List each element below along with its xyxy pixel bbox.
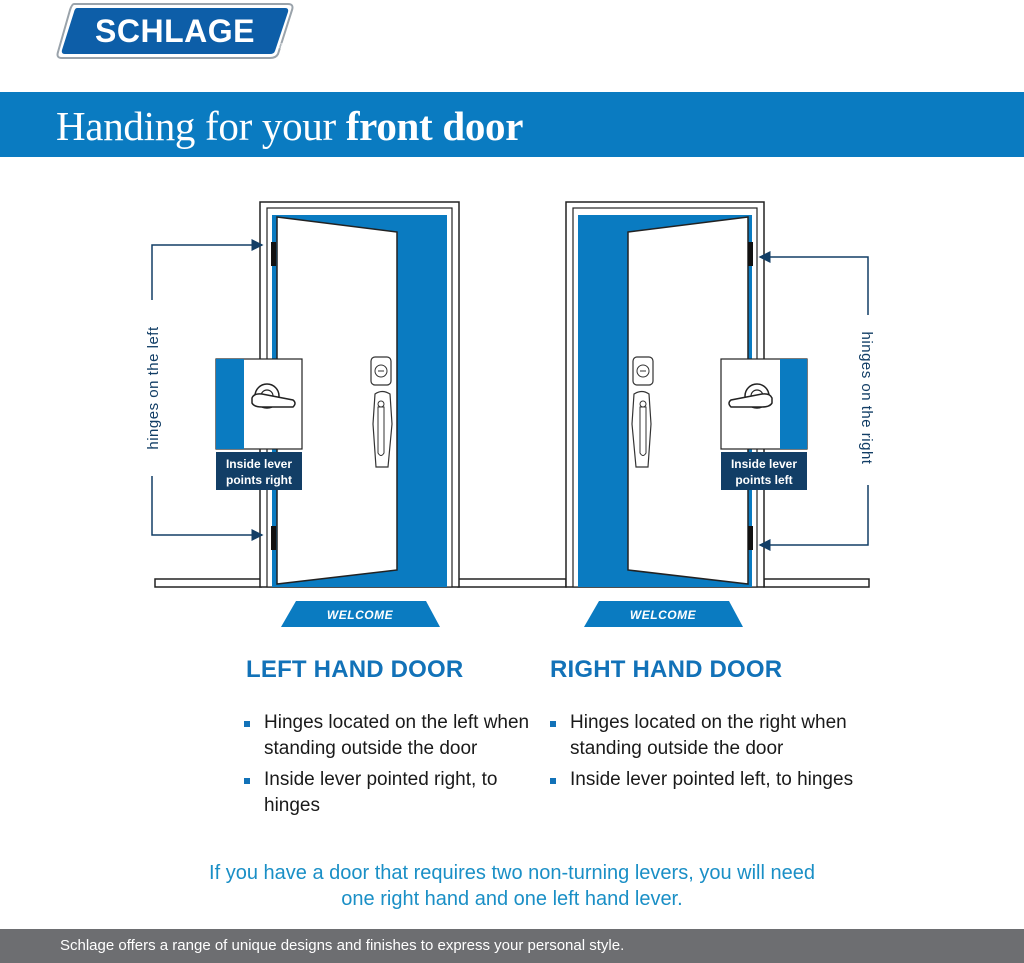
bullet-icon	[550, 721, 556, 727]
list-item-text: Hinges located on the left when standing outside the door	[264, 712, 530, 759]
right-door-top-hinge	[748, 242, 753, 266]
floor-line-left	[155, 579, 261, 587]
bullet-icon	[550, 778, 556, 784]
right-door	[566, 202, 875, 627]
left-lever-label-line2: points right	[226, 473, 292, 487]
right-door-handle-icon	[632, 392, 651, 468]
left-hinges-label: hinges on the left	[145, 326, 162, 450]
bullet-icon	[244, 778, 250, 784]
left-door	[145, 202, 459, 627]
floor-line-middle	[458, 579, 566, 587]
list-item-text: Inside lever pointed left, to hinges	[570, 769, 854, 790]
page-title	[56, 98, 523, 154]
title-light: Handing for your	[56, 103, 336, 149]
right-hinges-label: hinges on the right	[858, 331, 875, 465]
left-door-deadbolt-icon	[371, 357, 391, 385]
left-mat-label: WELCOME	[326, 608, 394, 622]
bullet-icon	[244, 721, 250, 727]
svg-text:®: ®	[279, 42, 285, 51]
right-bottom-arrow	[760, 485, 868, 545]
left-hand-door-heading: LEFT HAND DOOR	[246, 656, 464, 683]
floor-line-right	[764, 579, 869, 587]
left-door-bottom-hinge	[271, 526, 276, 550]
right-mat-label: WELCOME	[629, 608, 697, 622]
list-item	[244, 767, 534, 819]
schlage-logo	[56, 2, 294, 60]
list-item-text: Inside lever pointed right, to hinges	[264, 769, 498, 816]
right-hand-door-heading: RIGHT HAND DOOR	[550, 656, 783, 683]
left-hand-door-list	[244, 710, 534, 824]
two-lever-note: If you have a door that requires two non-turning levers, you will need one right hand and one left hand lever.	[209, 862, 815, 910]
footer-text: Schlage offers a range of unique designs and finishes to express your personal style.	[60, 937, 625, 954]
logo-wordmark: SCHLAGE	[95, 13, 255, 49]
left-door-top-hinge	[271, 242, 276, 266]
list-item	[550, 710, 880, 762]
left-top-arrow	[152, 245, 262, 300]
list-item-text: Hinges located on the right when standing outside the door	[570, 712, 847, 759]
right-lever-label-line2: points left	[735, 473, 793, 487]
right-hand-door-list	[550, 710, 880, 798]
list-item	[244, 710, 534, 762]
left-door-handle-icon	[373, 392, 392, 468]
title-bold: front door	[345, 103, 524, 149]
list-item	[550, 767, 880, 793]
right-door-bottom-hinge	[748, 526, 753, 550]
door-handing-diagram	[0, 160, 1024, 640]
right-lever-label-line1: Inside lever	[730, 457, 798, 471]
left-lever-label-line1: Inside lever	[225, 457, 293, 471]
right-top-arrow	[760, 257, 868, 315]
right-door-deadbolt-icon	[633, 357, 653, 385]
